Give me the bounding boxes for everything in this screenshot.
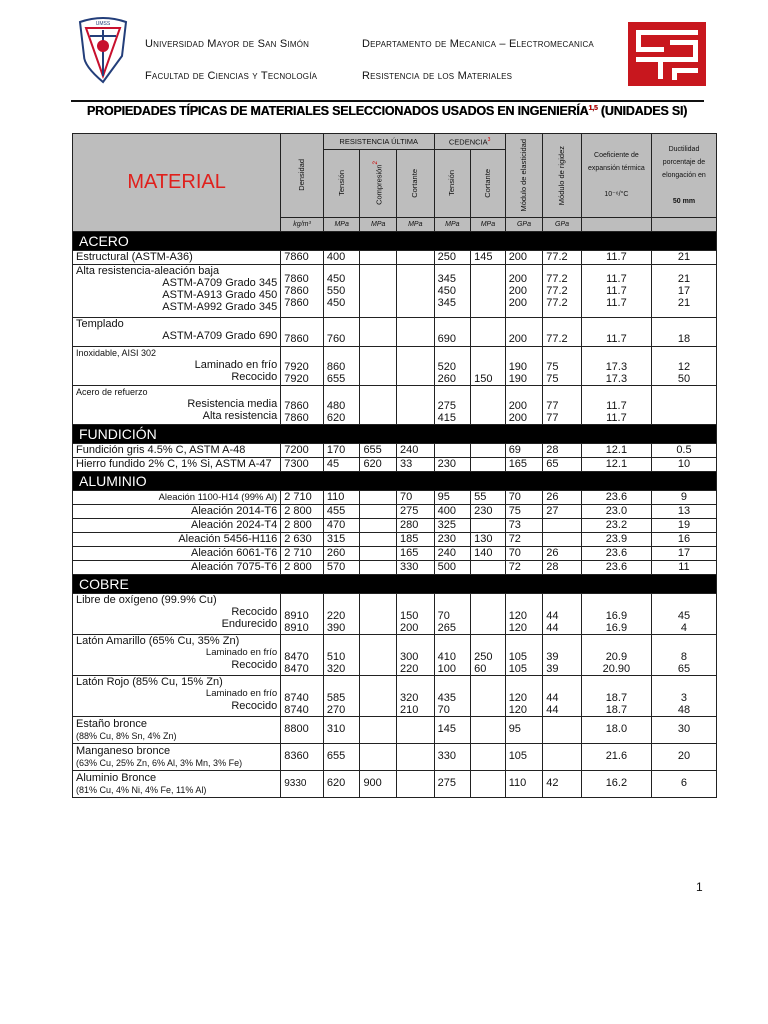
table-row: Alta resistencia-aleación baja ASTM-A709 Grado 345 ASTM-A913 Grado 450 ASTM-A992 Grado 345 7860 7860 7860 450 550 450 345 450 345 200 200 200 77.2 77.2 77.2 11.7 11.7 11.7 21 17 21 xyxy=(73,264,717,317)
rigidity-modulus-header: Módulo de rigidez xyxy=(543,134,582,218)
table-row: Inoxidable, AISI 302 Laminado en frío Recocido 7920 7920 860 655 520 260 150 190 190 75 75 17.3 17.3 12 50 xyxy=(73,346,717,385)
material-header: MATERIAL xyxy=(73,134,281,232)
table-row: Aleación 6061-T6 2 710 260 165 240 140 70 26 23.6 17 xyxy=(73,546,717,560)
unit-mpa: MPa xyxy=(323,217,360,231)
table-row: Estructural (ASTM-A36) 7860 400 250 145 200 77.2 11.7 21 xyxy=(73,250,717,264)
ult-tension-header: Tensión xyxy=(323,149,360,217)
elastic-modulus-header: Módulo de elasticidad xyxy=(505,134,543,218)
unit-mpa: MPa xyxy=(471,217,506,231)
table-row: Aluminio Bronce (81% Cu, 4% Ni, 4% Fe, 11% Al) 9330 620 900 275 110 42 16.2 6 xyxy=(73,770,717,797)
table-row: Templado ASTM-A709 Grado 690 7860 760 690 200 77.2 11.7 18 xyxy=(73,317,717,346)
unit-ductility xyxy=(651,217,716,231)
section-acero: ACERO xyxy=(73,231,717,250)
table-row: Latón Rojo (85% Cu, 15% Zn) Laminado en frío Recocido 8740 8740 585 270 320 210 435 70 120 120 44 44 18.7 18.7 3 48 xyxy=(73,675,717,716)
table-row: Libre de oxígeno (99.9% Cu) Recocido Endurecido 8910 8910 220 390 150 200 70 265 120 120 44 44 16.9 16.9 45 4 xyxy=(73,593,717,634)
faculty-logo-icon xyxy=(628,22,706,86)
umss-logo-icon xyxy=(78,16,128,86)
course-name: Resistencia de los Materiales xyxy=(362,70,513,82)
page-number: 1 xyxy=(696,880,703,894)
section-cobre: COBRE xyxy=(73,574,717,593)
ultimate-strength-header: RESISTENCIA ÚLTIMA xyxy=(323,134,434,150)
unit-gpa: GPa xyxy=(505,217,543,231)
unit-mpa: MPa xyxy=(434,217,471,231)
table-row: Latón Amarillo (65% Cu, 35% Zn) Laminado en frío Recocido 8470 8470 510 320 300 220 410 100 250 60 105 105 39 39 20.9 20.90 8 65 xyxy=(73,634,717,675)
svg-text:UMSS: UMSS xyxy=(95,21,111,27)
unit-density: kg/m³ xyxy=(281,217,324,231)
ductility-header: Ductilidad porcentaje de elongación en 50 mm xyxy=(651,134,716,218)
ult-compression-header: Compresión$^2$ xyxy=(360,149,397,217)
table-row: Aleación 2024-T4 2 800 470 280 325 73 23.2 19 xyxy=(73,518,717,532)
unit-thermal xyxy=(581,217,651,231)
department-name: Departamento de Mecanica – Electromecanica xyxy=(362,38,594,50)
table-row: Aleación 5456-H116 2 630 315 185 230 130 72 23.9 16 xyxy=(73,532,717,546)
table-row: Acero de refuerzo Resistencia media Alta resistencia 7860 7860 480 620 275 415 200 200 77 77 11.7 11.7 xyxy=(73,385,717,424)
ult-shear-header: Cortante xyxy=(397,149,435,217)
unit-mpa: MPa xyxy=(397,217,435,231)
unit-mpa: MPa xyxy=(360,217,397,231)
yield-shear-header: Cortante xyxy=(471,149,506,217)
faculty-name: Facultad de Ciencias y Tecnología xyxy=(145,70,318,82)
section-aluminio: ALUMINIO xyxy=(73,471,717,490)
table-row: Aleación 2014-T6 2 800 455 275 400 230 75 27 23.0 13 xyxy=(73,504,717,518)
table-row: Estaño bronce (88% Cu, 8% Sn, 4% Zn) 8800 310 145 95 18.0 30 xyxy=(73,716,717,743)
table-row: Aleación 7075-T6 2 800 570 330 500 72 28 23.6 11 xyxy=(73,560,717,574)
table-row: Fundición gris 4.5% C, ASTM A-48 7200 170 655 240 69 28 12.1 0.5 xyxy=(73,443,717,457)
unit-gpa: GPa xyxy=(543,217,582,231)
yield-header: CEDENCIA$^3$ xyxy=(434,134,505,150)
thermal-header: Coeficiente de expansión térmica 10⁻⁶/°C xyxy=(581,134,651,218)
density-header: Densidad xyxy=(281,134,324,218)
table-row: Manganeso bronce (63% Cu, 25% Zn, 6% Al, 3% Mn, 3% Fe) 8360 655 330 105 21.6 20 xyxy=(73,743,717,770)
table-row: Hierro fundido 2% C, 1% Si, ASTM A-47 7300 45 620 33 230 165 65 12.1 10 xyxy=(73,457,717,471)
header-rule xyxy=(71,100,704,102)
page-header xyxy=(0,0,768,105)
yield-tension-header: Tensión xyxy=(434,149,471,217)
properties-table xyxy=(72,133,717,798)
university-name: Universidad Mayor de San Simón xyxy=(145,38,310,50)
page-title: PROPIEDADES TÍPICAS DE MATERIALES SELECCIONADOS USADOS EN INGENIERÍA$^{1,5}$ (UNIDADES SI) xyxy=(86,104,688,118)
table-row: Aleación 1100-H14 (99% Al) 2 710 110 70 95 55 70 26 23.6 9 xyxy=(73,490,717,504)
section-fundicion: FUNDICIÓN xyxy=(73,424,717,443)
